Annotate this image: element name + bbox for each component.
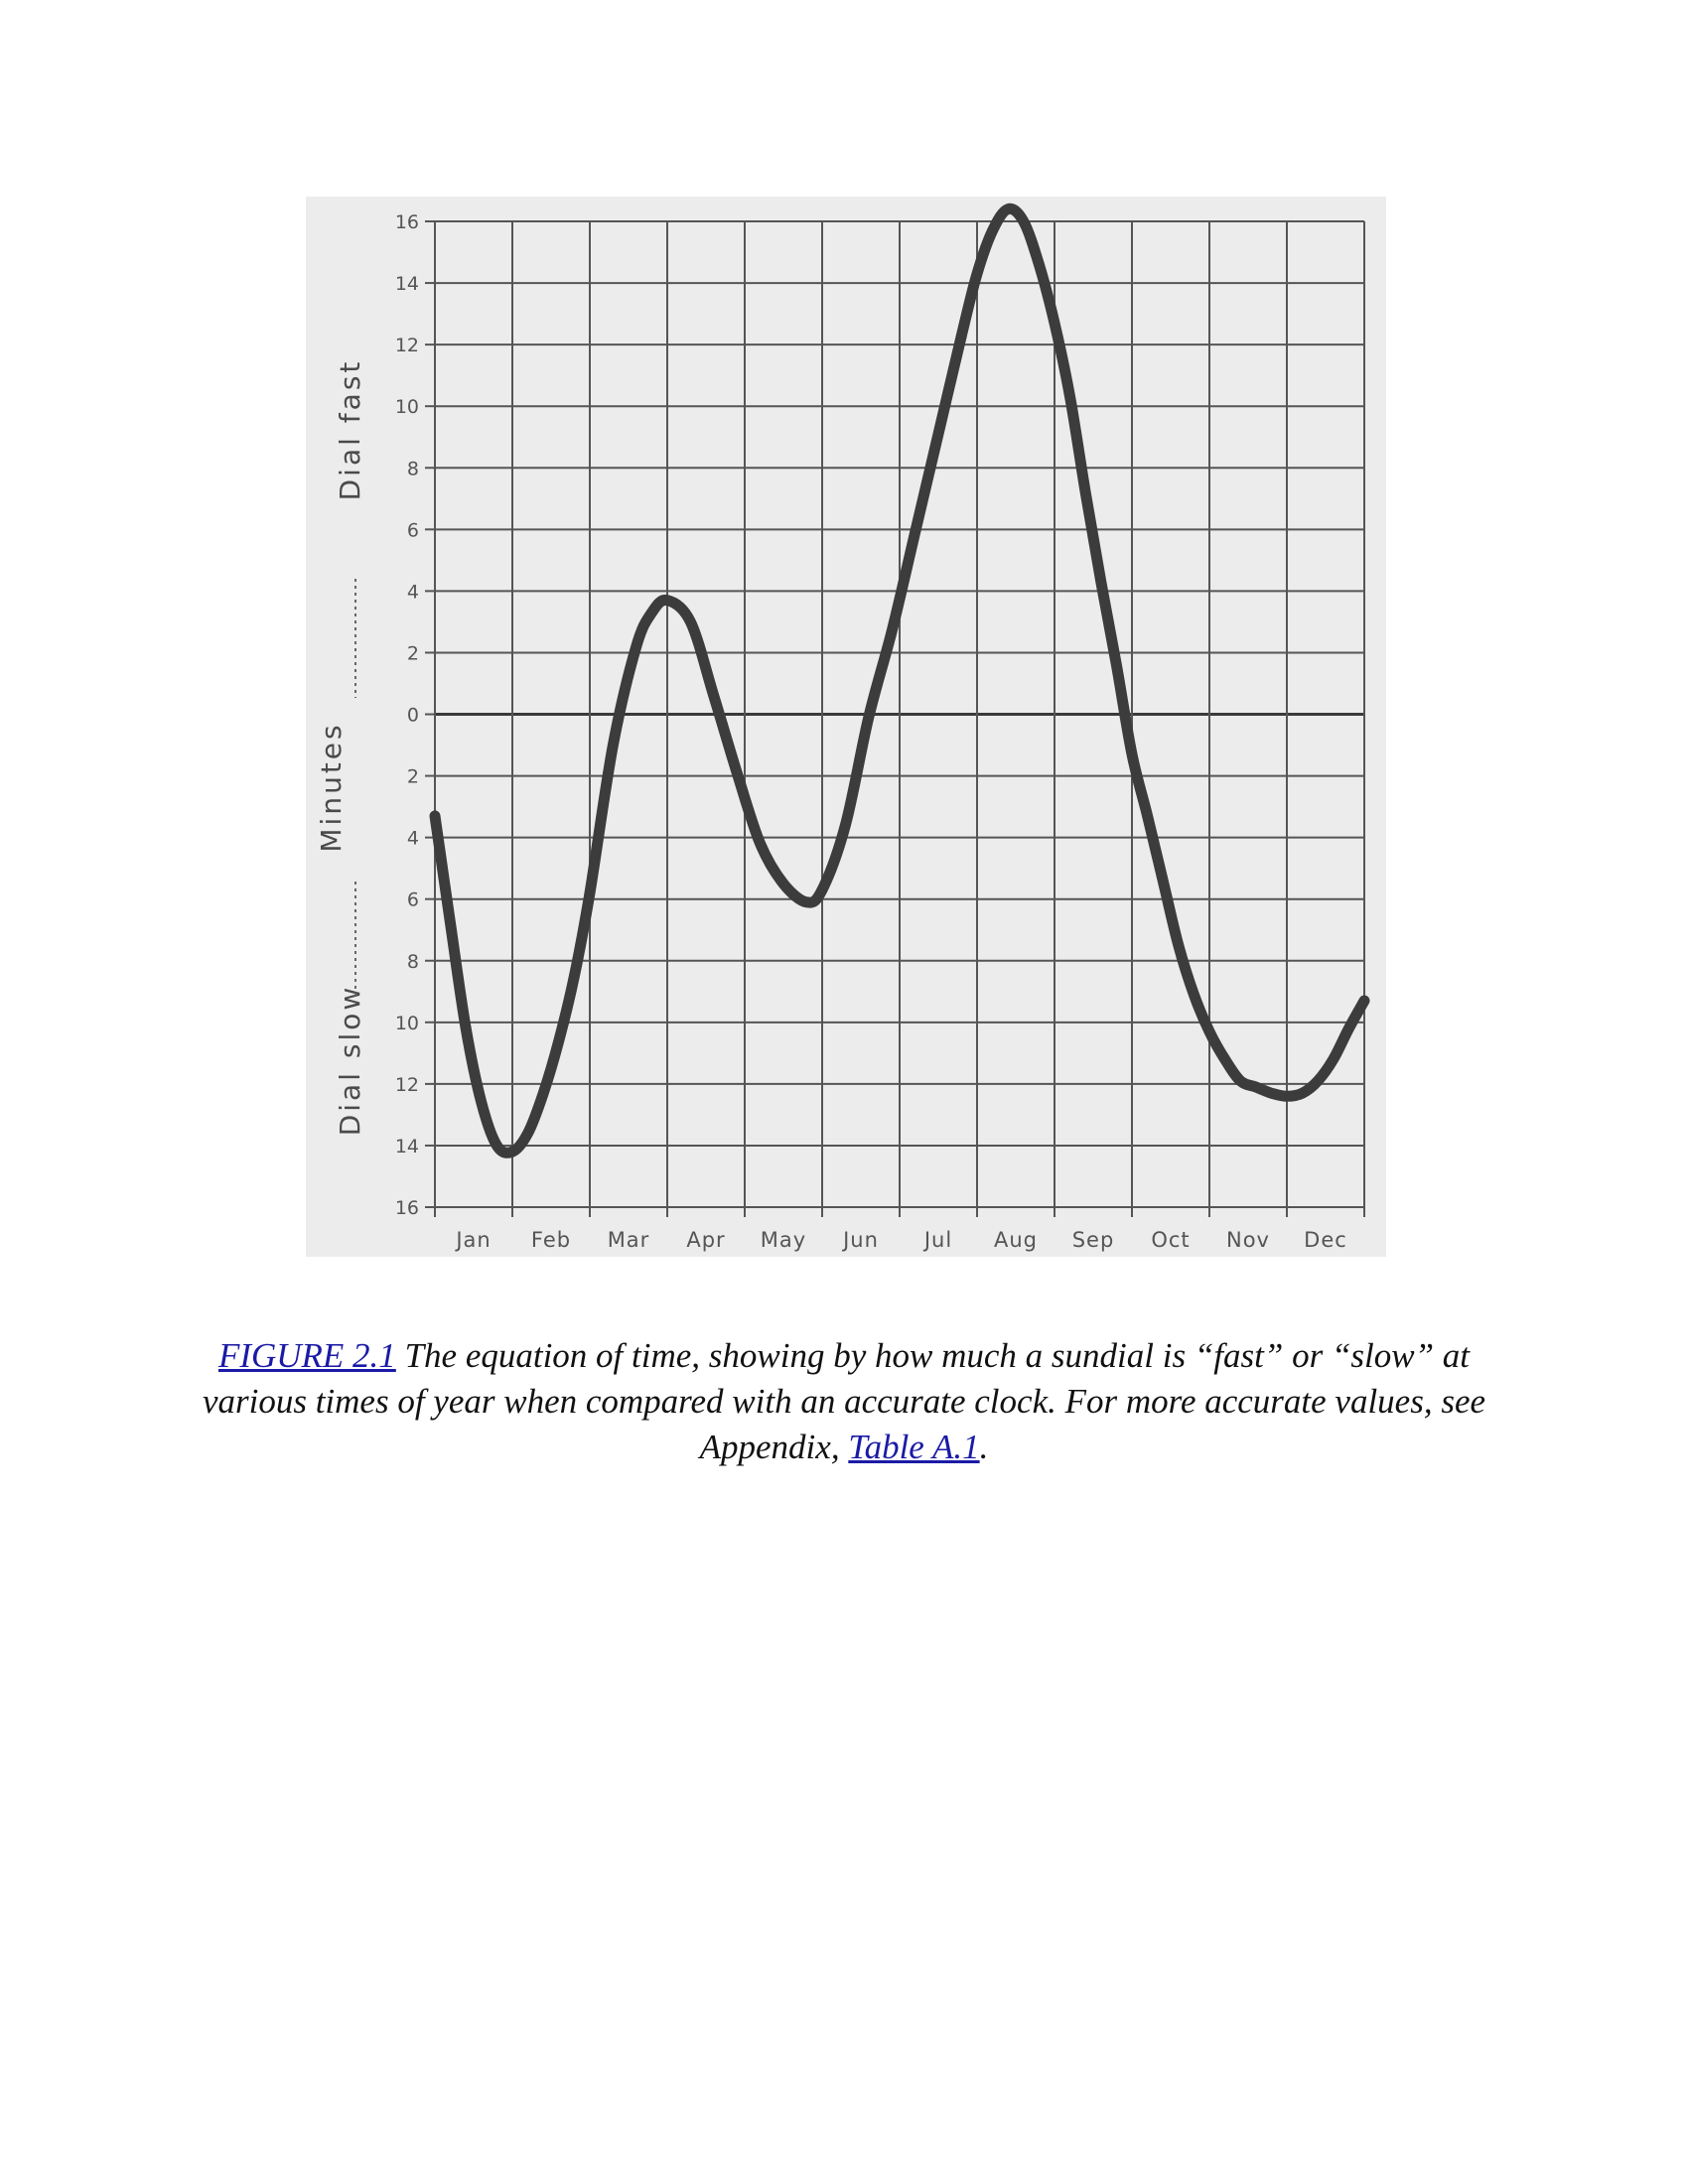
table-link[interactable]: Table A.1: [848, 1428, 980, 1466]
caption-text-2: .: [979, 1428, 989, 1466]
side-label-lower: Dial slow: [334, 984, 366, 1137]
y-tick-label: 6: [406, 519, 419, 542]
side-label-middle: Minutes: [315, 722, 348, 853]
equation-of-time-chart: [306, 197, 1386, 1257]
figure-caption: [199, 1333, 1489, 1470]
y-tick-label: 8: [406, 458, 419, 480]
y-tick-label: 16: [394, 1197, 419, 1219]
x-tick-label: Apr: [686, 1228, 726, 1252]
y-tick-label: 2: [406, 642, 419, 665]
chart-svg: [306, 197, 1386, 1257]
x-tick-label: Dec: [1304, 1228, 1347, 1252]
side-label-upper: Dial fast: [334, 358, 366, 501]
x-tick-label: Oct: [1151, 1228, 1191, 1252]
caption-text-1: The equation of time, showing by how much a sundial is “fast” or “slow” at various times of year when compared with an accurate clock. For more accurate values, see Appendix,: [202, 1336, 1486, 1466]
y-tick-label: 8: [406, 950, 419, 973]
x-tick-label: Jul: [923, 1228, 953, 1252]
y-tick-label: 4: [406, 827, 419, 850]
x-tick-label: Mar: [607, 1228, 650, 1252]
y-tick-label: 6: [406, 888, 419, 911]
x-tick-label: Sep: [1071, 1228, 1115, 1252]
x-tick-label: Jan: [456, 1228, 492, 1252]
y-tick-label: 14: [394, 273, 419, 296]
x-tick-label: Aug: [993, 1228, 1039, 1252]
figure-link[interactable]: FIGURE 2.1: [217, 1336, 396, 1375]
y-tick-label: 10: [394, 1012, 419, 1034]
y-tick-label: 4: [406, 581, 419, 604]
y-tick-label: 12: [394, 335, 419, 357]
x-tick-label: Feb: [530, 1228, 572, 1252]
x-tick-label: May: [760, 1228, 807, 1252]
y-tick-label: 0: [406, 704, 419, 727]
y-tick-label: 16: [394, 211, 419, 233]
y-tick-label: 2: [406, 765, 419, 788]
y-tick-label: 12: [394, 1073, 419, 1096]
x-tick-label: Nov: [1226, 1228, 1270, 1252]
x-tick-label: Jun: [843, 1228, 879, 1252]
chart-background: [306, 197, 1386, 1257]
y-tick-label: 10: [394, 396, 419, 419]
y-tick-label: 14: [394, 1135, 419, 1158]
